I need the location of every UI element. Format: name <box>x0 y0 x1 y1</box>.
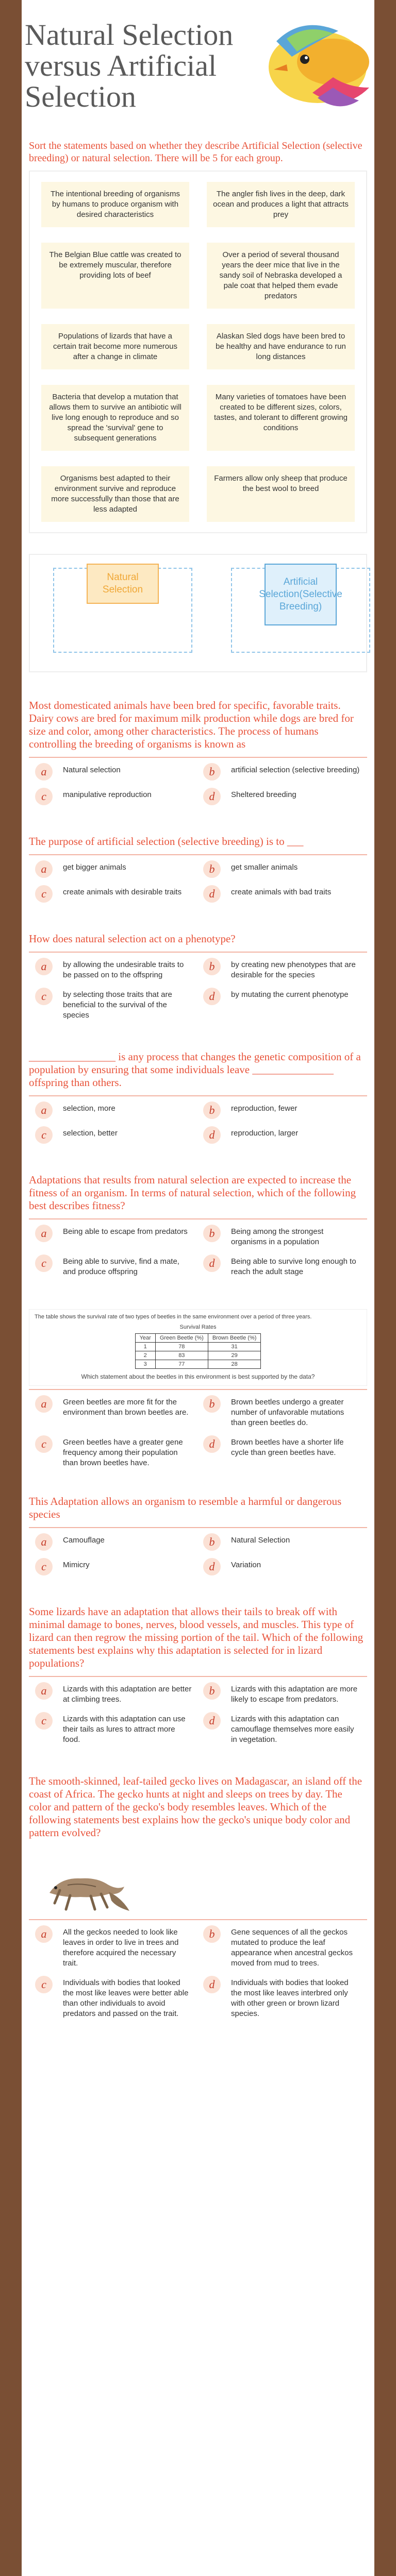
option-letter: d <box>203 885 221 903</box>
answer-option[interactable] <box>35 1684 193 1705</box>
option-text: create animals with desirable traits <box>63 888 182 896</box>
header <box>22 0 374 131</box>
option-letter: b <box>203 1925 221 1943</box>
option-text: Being among the strongest organisms in a population <box>231 1227 324 1246</box>
natural-selection-bin[interactable] <box>53 568 192 653</box>
answer-option[interactable] <box>203 1560 361 1575</box>
table-cell: 83 <box>155 1351 208 1360</box>
option-text: by creating new phenotypes that are desirable for the species <box>231 960 356 979</box>
answer-option[interactable] <box>35 1978 193 2019</box>
answer-option[interactable] <box>203 1104 361 1119</box>
question-8 <box>29 1605 367 1745</box>
sort-card[interactable]: Bacteria that develop a mutation that allows them to survive an antibiotic will live long enough to reproduce and so spread the 'survival' gene to subsequent generations <box>41 385 189 451</box>
option-letter: d <box>203 1255 221 1272</box>
question-text: ________________ is any process that changes the genetic composition of a population by ensuring that some individuals leave _______________ offspring than others. <box>29 1050 367 1096</box>
survival-rates-table <box>135 1333 261 1369</box>
answer-option[interactable] <box>35 1437 193 1468</box>
sort-drop-area <box>29 554 367 672</box>
option-text: reproduction, fewer <box>231 1104 298 1113</box>
answer-option[interactable] <box>35 1560 193 1575</box>
option-letter: c <box>35 1435 53 1453</box>
question-text: This Adaptation allows an organism to resemble a harmful or dangerous species <box>29 1495 367 1528</box>
answer-option[interactable] <box>203 990 361 1021</box>
option-letter: a <box>35 1395 53 1413</box>
option-letter: d <box>203 1126 221 1144</box>
option-letter: a <box>35 763 53 781</box>
option-text: Gene sequences of all the geckos mutated to produce the leaf appearance when ancestral geckos moved from mud to trees. <box>231 1928 353 1968</box>
question-text: Some lizards have an adaptation that allows their tails to break off with minimal damage to bones, nerves, blood vessels, and muscles. This type of lizard can then regrow the missing portion of the tail. Which of the following statements best explains why this adaptation is selected for in lizard populations? <box>29 1605 367 1677</box>
question-text: Most domesticated animals have been bred for specific, favorable traits. Dairy cows are bred for maximum milk production while dogs are bred for size and color, among other characteristics. The process of humans controlling the breeding of organisms is known as <box>29 699 367 758</box>
question-4 <box>29 1050 367 1144</box>
option-text: get bigger animals <box>63 863 126 872</box>
option-text: Mimicry <box>63 1561 90 1569</box>
option-text: Variation <box>231 1561 261 1569</box>
option-text: Individuals with bodies that looked the most like leaves were better able than other individuals to avoid predators and passed on the trait. <box>63 1978 189 2018</box>
bird-illustration <box>256 10 374 129</box>
table-row <box>135 1351 261 1360</box>
table-cell: 77 <box>155 1360 208 1369</box>
option-text: Sheltered breeding <box>231 790 296 799</box>
answer-option[interactable] <box>35 1714 193 1745</box>
option-letter: b <box>203 1101 221 1119</box>
answer-option[interactable] <box>35 790 193 805</box>
table-title: Survival Rates <box>179 1324 217 1330</box>
answer-option[interactable] <box>203 1714 361 1745</box>
option-letter: d <box>203 1976 221 1993</box>
sort-card[interactable]: The angler fish lives in the deep, dark ocean and produces a light that attracts prey <box>207 182 355 227</box>
option-text: Lizards with this adaptation can use their tails as lures to attract more food. <box>63 1715 186 1744</box>
question-7 <box>29 1495 367 1575</box>
option-letter: b <box>203 1682 221 1700</box>
option-text: All the geckos needed to look like leaves in order to live in trees and therefore acquired the necessary trait. <box>63 1928 179 1968</box>
answer-option[interactable] <box>203 1128 361 1144</box>
option-text: Being able to escape from predators <box>63 1227 188 1236</box>
answer-option[interactable] <box>203 1978 361 2019</box>
option-text: Lizards with this adaptation are better at climbing trees. <box>63 1685 192 1704</box>
question-9 <box>29 1775 367 2019</box>
option-text: by allowing the undesirable traits to be passed on to the offspring <box>63 960 184 979</box>
table-question: Which statement about the beetles in this environment is best supported by the data? <box>81 1373 315 1380</box>
sort-card[interactable]: The Belgian Blue cattle was created to be extremely muscular, therefore providing lots of beef <box>41 243 189 309</box>
option-letter: b <box>203 1395 221 1413</box>
answer-option[interactable] <box>35 1397 193 1428</box>
answer-option[interactable] <box>35 960 193 980</box>
sort-card[interactable]: The intentional breeding of organisms by humans to produce organism with desired characteristics <box>41 182 189 227</box>
answer-option[interactable] <box>35 1535 193 1551</box>
artificial-selection-bin[interactable] <box>231 568 370 653</box>
question-6 <box>29 1389 367 1468</box>
question-text: The purpose of artificial selection (selective breeding) is to ___ <box>29 835 367 855</box>
option-letter: a <box>35 1925 53 1943</box>
option-letter: a <box>35 860 53 878</box>
table-row <box>135 1343 261 1351</box>
option-letter: c <box>35 1126 53 1144</box>
option-text: Natural Selection <box>231 1536 290 1545</box>
option-letter: d <box>203 1558 221 1575</box>
table-row <box>135 1360 261 1369</box>
option-letter: d <box>203 788 221 805</box>
answer-option[interactable] <box>203 1437 361 1468</box>
table-cell: 29 <box>208 1351 261 1360</box>
answer-option[interactable] <box>35 887 193 903</box>
option-letter: d <box>203 1435 221 1453</box>
option-letter: b <box>203 1225 221 1242</box>
option-text: Brown beetles undergo a greater number of unfavorable mutations than green beetles do. <box>231 1398 344 1427</box>
answer-option[interactable] <box>203 1227 361 1247</box>
table-cell: 78 <box>155 1343 208 1351</box>
option-text: by selecting those traits that are beneficial to the survival of the species <box>63 990 172 1020</box>
option-text: by mutating the current phenotype <box>231 990 349 999</box>
table-header: Brown Beetle (%) <box>208 1334 261 1343</box>
option-text: Being able to survive long enough to reach the adult stage <box>231 1257 356 1276</box>
option-text: reproduction, larger <box>231 1129 299 1138</box>
option-text: selection, better <box>63 1129 118 1138</box>
sort-instructions: Sort the statements based on whether they describe Artificial Selection (selective breeding) or natural selection. There will be 5 for each group. <box>29 140 362 164</box>
answer-option[interactable] <box>35 1227 193 1247</box>
answer-option[interactable] <box>35 1257 193 1277</box>
answer-option[interactable] <box>203 1257 361 1277</box>
option-letter: b <box>203 1533 221 1551</box>
answer-option[interactable] <box>203 960 361 980</box>
option-text: artificial selection (selective breeding) <box>231 766 360 774</box>
option-letter: c <box>35 885 53 903</box>
table-header: Green Beetle (%) <box>155 1334 208 1343</box>
question-1 <box>29 699 367 805</box>
sort-card[interactable]: Organisms best adapted to their environment survive and reproduce more successfully than those that are less adapted <box>41 466 189 522</box>
sort-card[interactable]: Populations of lizards that have a certain trait become more numerous after a change in climate <box>41 324 189 369</box>
option-letter: c <box>35 1976 53 1993</box>
option-text: Natural selection <box>63 766 121 774</box>
sort-card[interactable]: Alaskan Sled dogs have been bred to be healthy and have endurance to run long distances <box>207 324 355 369</box>
option-text: Brown beetles have a shorter life cycle than green beetles have. <box>231 1438 344 1457</box>
option-letter: c <box>35 1712 53 1730</box>
option-text: Camouflage <box>63 1536 105 1545</box>
option-letter: b <box>203 763 221 781</box>
option-text: Lizards with this adaptation are more likely to escape from predators. <box>231 1685 358 1704</box>
sort-card[interactable]: Farmers allow only sheep that produce the best wool to breed <box>207 466 355 522</box>
option-letter: c <box>35 1255 53 1272</box>
sort-card[interactable]: Over a period of several thousand years the deer mice that live in the sandy soil of Nebraska developed a pale coat that helped them evade predators <box>207 243 355 309</box>
answer-option[interactable] <box>35 1927 193 1969</box>
option-text: selection, more <box>63 1104 116 1113</box>
question-3 <box>29 933 367 1021</box>
option-text: Being able to survive, find a mate, and produce offspring <box>63 1257 179 1276</box>
table-cell: 31 <box>208 1343 261 1351</box>
answer-option[interactable] <box>203 862 361 878</box>
answer-option[interactable] <box>35 765 193 781</box>
option-text: manipulative reproduction <box>63 790 152 799</box>
table-cell: 28 <box>208 1360 261 1369</box>
answer-option[interactable] <box>35 990 193 1021</box>
sort-cards-area <box>29 171 367 533</box>
table-cell: 2 <box>135 1351 155 1360</box>
option-text: get smaller animals <box>231 863 298 872</box>
option-text: Green beetles have a greater gene frequency among their population than brown beetles have. <box>63 1438 183 1467</box>
option-letter: a <box>35 1682 53 1700</box>
beetle-table-figure <box>29 1309 367 1386</box>
option-letter: a <box>35 958 53 975</box>
option-letter: c <box>35 1558 53 1575</box>
artificial-selection-label: Artificial Selection(Selective Breeding) <box>265 564 337 625</box>
question-2 <box>29 835 367 903</box>
option-text: Individuals with bodies that looked the most like leaves interbred only with other green or brown lizard species. <box>231 1978 349 2018</box>
sort-card[interactable]: Many varieties of tomatoes have been created to be different sizes, colors, tastes, and tolerant to different growing conditions <box>207 385 355 451</box>
option-letter: c <box>35 788 53 805</box>
answer-option[interactable] <box>203 765 361 781</box>
table-header: Year <box>135 1334 155 1343</box>
option-letter: d <box>203 1712 221 1730</box>
question-5 <box>29 1174 367 1277</box>
option-letter: d <box>203 988 221 1005</box>
table-cell: 3 <box>135 1360 155 1369</box>
answer-option[interactable] <box>35 1128 193 1144</box>
page-title: Natural Selection versus Artificial Selection <box>25 18 234 113</box>
option-letter: c <box>35 988 53 1005</box>
answer-option[interactable] <box>35 1104 193 1119</box>
answer-option[interactable] <box>203 1927 361 1969</box>
option-letter: b <box>203 860 221 878</box>
answer-option[interactable] <box>203 887 361 903</box>
answer-option[interactable] <box>203 1397 361 1428</box>
natural-selection-label: Natural Selection <box>87 564 159 604</box>
answer-option[interactable] <box>203 1684 361 1705</box>
question-text: The smooth-skinned, leaf-tailed gecko lives on Madagascar, an island off the coast of Africa. The gecko hunts at night and sleeps on trees by day. The color and pattern of the gecko's body resembles leaves. Which of the following statements best explains how the gecko's unique body color and pattern evolved? <box>29 1775 362 1839</box>
worksheet-page <box>22 0 374 2576</box>
answer-option[interactable] <box>203 1535 361 1551</box>
option-letter: b <box>203 958 221 975</box>
option-text: create animals with bad traits <box>231 888 332 896</box>
answer-option[interactable] <box>35 862 193 878</box>
option-letter: a <box>35 1225 53 1242</box>
option-letter: a <box>35 1533 53 1551</box>
gecko-image <box>39 1846 132 1913</box>
table-intro: The table shows the survival rate of two types of beetles in the same environment over a period of three years. <box>35 1314 312 1320</box>
question-text: How does natural selection act on a phenotype? <box>29 933 367 953</box>
option-letter: a <box>35 1101 53 1119</box>
question-text: Adaptations that results from natural selection are expected to increase the fitness of an organism. In terms of natural selection, which of the following best describes fitness? <box>29 1174 367 1219</box>
option-text: Lizards with this adaptation can camouflage themselves more easily in vegetation. <box>231 1715 354 1744</box>
table-cell: 1 <box>135 1343 155 1351</box>
answer-option[interactable] <box>203 790 361 805</box>
option-text: Green beetles are more fit for the environment than brown beetles are. <box>63 1398 189 1417</box>
